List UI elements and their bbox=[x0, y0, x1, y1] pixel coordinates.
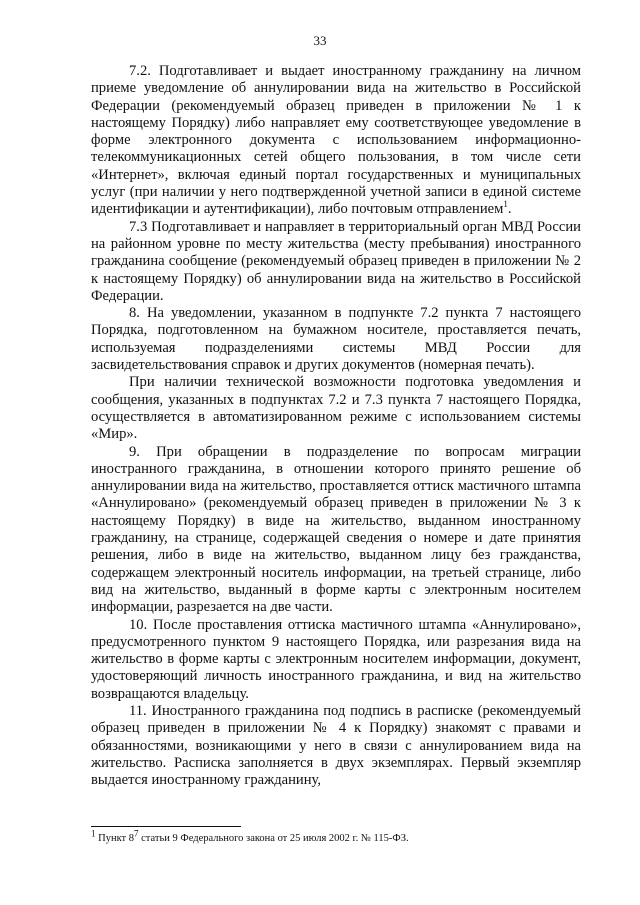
footnote-superscript: 7 bbox=[134, 828, 139, 839]
paragraph-10: 10. После проставления оттиска мастичного штампа «Аннулировано», предусмотренного пунктом 9 настоящего Порядка, или разрезания вида на жительство в форме карты с электронным носителем информации, документ, удостоверяющий личность иностранного гражданина, и вид на жительство возвращаются владельцу. bbox=[91, 616, 581, 702]
footnote-marker: 1 bbox=[91, 828, 96, 839]
paragraph-7-3: 7.3 Подготавливает и направляет в территориальный орган МВД России на районном уровне по месту жительства (месту пребывания) иностранного гражданина сообщение (рекомендуемый образец приведен в приложении № 2 к настоящему Порядку) об аннулировании вида на жительство в Российской Федерации. bbox=[91, 218, 581, 304]
footnote-text: Пункт 8 bbox=[95, 833, 135, 844]
document-body bbox=[91, 63, 581, 789]
paragraph-7-2 bbox=[91, 63, 581, 219]
paragraph-8-continued: При наличии технической возможности подготовка уведомления и сообщения, указанных в подпунктах 7.2 и 7.3 пункта 7 настоящего Порядка, осуществляется в автоматизированном режиме с использованием системы «Мир». bbox=[91, 374, 581, 443]
footnote bbox=[91, 828, 581, 845]
footnote-divider bbox=[91, 826, 241, 827]
footnote-reference: 1 bbox=[503, 199, 508, 210]
paragraph-8: 8. На уведомлении, указанном в подпункте 7.2 пункта 7 настоящего Порядка, подготовленном на бумажном носителе, проставляется печать, используемая подразделениями системы МВД России для засвидетельствования справок и других документов (номерная печать). bbox=[91, 305, 581, 374]
paragraph-7-2-text: 7.2. Подготавливает и выдает иностранному гражданину на личном приеме уведомление об аннулировании вида на жительство в Российской Федерации (рекомендуемый образец приведен в приложении № 1 к настоящему Порядку) либо направляет ему соответствующее уведомление в форме электронного документа с использованием информационно-телекоммуникационных сетей общего пользования, в том числе сети «Интернет», включая единый портал государственных и муниципальных услуг (при наличии у него подтвержденной учетной записи в единой системе идентификации и аутентификации), либо почтовым отправлением bbox=[91, 63, 581, 218]
paragraph-7-2-end: . bbox=[507, 201, 512, 218]
footnote-text-end: статьи 9 Федерального закона от 25 июля 2002 г. № 115-ФЗ. bbox=[138, 833, 409, 844]
page-number: 33 bbox=[313, 33, 327, 48]
paragraph-9: 9. При обращении в подразделение по вопросам миграции иностранного гражданина, в отношении которого принято решение об аннулировании вида на жительство, проставляется оттиск мастичного штампа «Аннулировано» (рекомендуемый образец приведен в приложении № 3 к настоящему Порядку) в виде на жительство, выданном иностранному гражданину, на странице, содержащей сведения о номере и дате принятия решения, либо в виде на жительство, выданном лицу без гражданства, содержащем электронный носитель информации, на третьей странице, либо вид на жительство, выданный в форме карты с электронным носителем информации, разрезается на две части. bbox=[91, 443, 581, 616]
paragraph-11: 11. Иностранного гражданина под подпись в расписке (рекомендуемый образец приведен в приложении № 4 к Порядку) знакомят с правами и обязанностями, возникающими у него в связи с аннулированием вида на жительство. Расписка заполняется в двух экземплярах. Первый экземпляр выдается иностранному гражданину, bbox=[91, 702, 581, 789]
